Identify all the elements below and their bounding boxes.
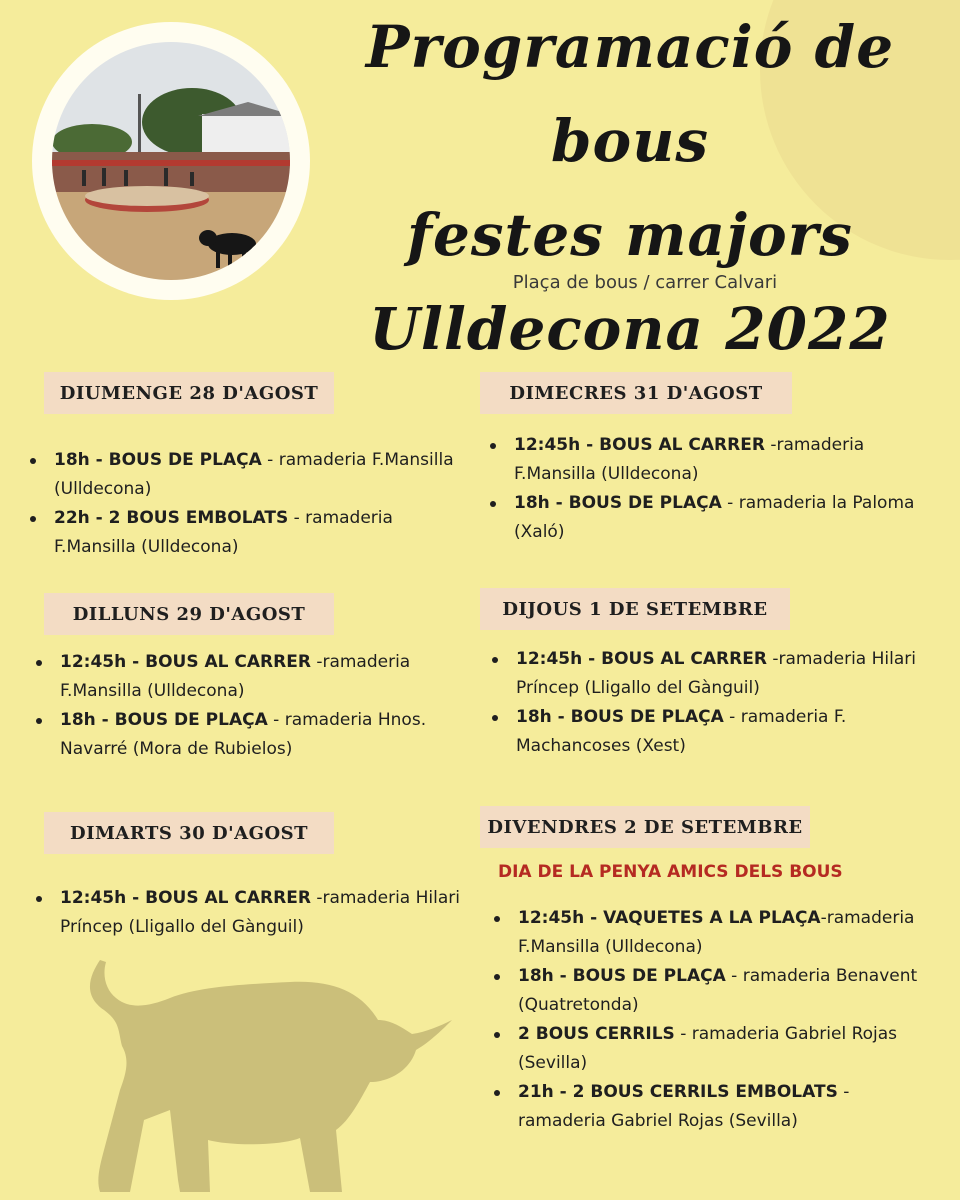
event-detail: - ramaderia F.Mansilla (Ulldecona) [54,508,393,557]
event-detail: - ramaderia F.Mansilla (Ulldecona) [54,450,454,499]
day-header-divendres: DIVENDRES 2 DE SETEMBRE [480,806,810,848]
bullring-photo [32,22,310,300]
event-time-type: 18h - BOUS DE PLAÇA [518,966,726,986]
list-item [28,504,478,562]
event-time-type: 18h - BOUS DE PLAÇA [60,710,268,730]
event-time-type: 18h - BOUS DE PLAÇA [54,450,262,470]
bull-silhouette-icon [60,950,460,1200]
event-detail: - ramaderia Hnos. Navarré (Mora de Rubielos) [60,710,427,759]
event-time-type: 22h - 2 BOUS EMBOLATS [54,508,289,528]
event-time-type: 2 BOUS CERRILS [518,1024,675,1044]
list-item [34,706,454,764]
title-line-2: festes majors [407,201,853,269]
event-time-type: 12:45h - BOUS AL CARRER [516,649,767,669]
page-title [300,0,960,376]
event-time-type: 12:45h - VAQUETES A LA PLAÇA [518,908,821,928]
event-detail: - ramaderia F. Machancoses (Xest) [516,707,847,756]
event-time-type: 18h - BOUS DE PLAÇA [516,707,724,727]
event-detail: - ramaderia Gabriel Rojas (Sevilla) [518,1024,898,1073]
event-detail: - ramaderia la Paloma (Xaló) [514,493,915,542]
list-item [492,962,932,1020]
list-item [488,431,938,489]
day-header-diumenge: DIUMENGE 28 D'AGOST [44,372,334,414]
bullring-photo-image [52,42,290,280]
day-header-dilluns: DILLUNS 29 D'AGOST [44,593,334,635]
special-day-note: DIA DE LA PENYA AMICS DELS BOUS [498,862,843,882]
day-header-dijous: DIJOUS 1 DE SETEMBRE [480,588,790,630]
list-item [28,446,478,504]
events-list-dijous [490,645,930,761]
day-header-dimarts: DIMARTS 30 D'AGOST [44,812,334,854]
event-detail: -ramaderia F.Mansilla (Ulldecona) [60,652,411,701]
event-time-type: 21h - 2 BOUS CERRILS EMBOLATS [518,1082,838,1102]
list-item [490,645,930,703]
event-detail: -ramaderia F.Mansilla (Ulldecona) [518,908,915,957]
event-time-type: 12:45h - BOUS AL CARRER [60,652,311,672]
day-header-dimecres: DIMECRES 31 D'AGOST [480,372,792,414]
events-list-divendres [492,904,932,1136]
title-line-3: Ulldecona 2022 [369,295,891,363]
list-item [492,1020,932,1078]
event-time-type: 12:45h - BOUS AL CARRER [60,888,311,908]
list-item [488,489,938,547]
list-item [492,1078,932,1136]
events-list-dimecres [488,431,938,547]
event-detail: - ramaderia Gabriel Rojas (Sevilla) [518,1082,850,1131]
event-detail: -ramaderia F.Mansilla (Ulldecona) [514,435,865,484]
event-detail: - ramaderia Benavent (Quatretonda) [518,966,918,1015]
list-item [34,648,454,706]
events-list-dimarts [34,884,474,942]
events-list-diumenge [28,446,478,562]
list-item [490,703,930,761]
list-item [492,904,932,962]
events-list-dilluns [34,648,454,764]
event-detail: -ramaderia Hilari Príncep (Lligallo del Gànguil) [60,888,460,937]
event-detail: -ramaderia Hilari Príncep (Lligallo del Gànguil) [516,649,916,698]
event-time-type: 12:45h - BOUS AL CARRER [514,435,765,455]
title-line-1: Programació de bous [365,13,895,175]
event-time-type: 18h - BOUS DE PLAÇA [514,493,722,513]
location-subtitle: Plaça de bous / carrer Calvari [512,272,778,293]
list-item [34,884,474,942]
